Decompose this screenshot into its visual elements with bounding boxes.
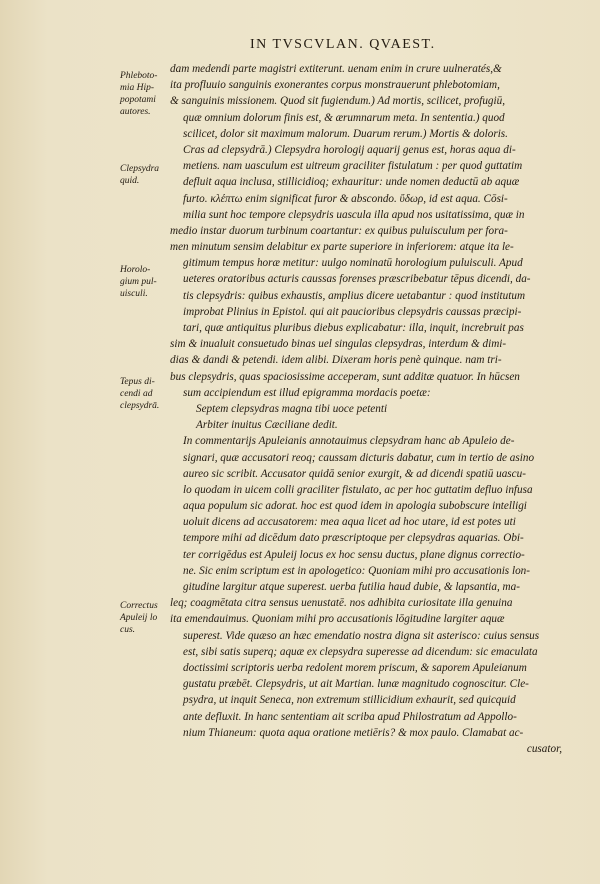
text-line: bus clepsydris, quas spaciosissime acceperam, sunt additæ quatuor. In hūcsen xyxy=(170,370,520,383)
margin-note-tempus: Tepus di- cendi ad clepsydrā. xyxy=(120,377,160,411)
text-line: aqua populum sic adorat. hoc est quod idem in apologia subobscure intelligi xyxy=(183,500,527,513)
body-text xyxy=(170,61,570,757)
margin-note-phlebotomia: Phleboto- mia Hip- popotami autores. xyxy=(120,71,158,117)
text-line: Arbiter inuitus Cæciliane dedit. xyxy=(196,419,338,432)
text-line: est, sibi satis superq; aquæ ex clepsydra superesse ad dicendum: sic emaculata xyxy=(183,645,538,658)
catchword: cusator, xyxy=(526,742,562,755)
text-line: In commentarijs Apuleianis annotauimus clepsydram hanc ab Apuleio de- xyxy=(183,435,515,448)
text-line: medio instar duorum turbinum coartantur: ex quibus puluisculum per fora- xyxy=(170,224,508,237)
text-line: leq; coagmētata citra sensus uenustatē. nos adhibita curiositate illa genuina xyxy=(170,597,513,610)
text-line: psydra, ut inquit Seneca, non extremum stillicidium exhaurit, sed quicquid xyxy=(183,694,516,707)
text-line: ita emendauimus. Quoniam mihi pro accusationis lōgitudine largiter aquæ xyxy=(170,613,505,626)
text-line: superest. Vide quæso an hæc emendatio nostra digna sit asterisco: cuius sensus xyxy=(183,629,540,642)
text-line: milia sunt hoc tempore clepsydris uascula illa apud nos usitatissima, quæ in xyxy=(183,208,525,221)
text-line: lo quodam in uicem colli graciliter fistulato, ac per hoc guttatim defluo infusa xyxy=(183,483,533,496)
text-line: gitimum tempus horæ metitur: uulgo nominatū horologium puluisculi. Apud xyxy=(183,257,523,270)
text-line: quæ omnium dolorum finis est, & ærumnarum meta. In sententia.) quod xyxy=(183,111,505,124)
text-line: Septem clepsydras magna tibi uoce petenti xyxy=(196,402,388,415)
text-line: Cras ad clepsydrā.) Clepsydra horologij aquarij genus est, horas aqua di- xyxy=(183,143,516,156)
text-line: aureo sic scribit. Accusator quidā senior exurgit, & ad dicendi spatiū uascu- xyxy=(183,467,526,480)
text-line: gustatu præbēt. Clepsydris, ut ait Martian. lunæ magnitudo cognoscitur. Cle- xyxy=(183,678,529,691)
text-line: men minutum sensim delabitur ex parte superiore in inferiorem: atque ita le- xyxy=(170,241,514,254)
text-line: sum accipiendum est illud epigramma mordacis poetæ: xyxy=(183,386,431,399)
text-line: dam medendi parte magistri extiterunt. uenam enim in crure uulneratés,& xyxy=(170,63,502,75)
text-line: nium Thianeum: quota aqua oratione metiēris? & mox paulo. Clamabat ac- xyxy=(183,726,524,739)
margin-note-clepsydra-quid: Clepsydra quid. xyxy=(120,164,160,186)
text-line: defluit aqua inclusa, stillicidioq; exhauritur: unde nomen deductū ab aquæ xyxy=(183,176,520,189)
margin-note-horologium: Horolo- gium pul- uisculi. xyxy=(120,265,157,299)
text-line: & sanguinis missionem. Quod sit fugiendum.) Ad mortis, scilicet, profugiū, xyxy=(170,95,506,108)
text-line: ante defluxit. In hanc sententiam ait scriba apud Philostratum ad Appollo- xyxy=(183,710,517,723)
text-line: improbat Plinius in Epistol. qui ait paucioribus clepsydris caussas præcipi- xyxy=(183,305,522,318)
text-line: tari, quæ antiquitus pluribus diebus explicabatur: illa, inquit, increbruit pas xyxy=(183,322,524,334)
text-line: scilicet, dolor sit maximum malorum. Duarum rerum.) Mortis & doloris. xyxy=(183,127,508,140)
text-line: metiens. nam uasculum est uitreum graciliter fistulatum : per quod guttatim xyxy=(183,160,523,173)
text-line: dias & dandi & petendi. idem alibi. Dixeram horis penè quinque. nam tri- xyxy=(170,354,502,367)
text-line: tempore mihi ad dicēdum dato præscriptoque per clepsydras aquarias. Obi- xyxy=(183,532,524,545)
text-line: ueteres oratoribus acturis caussas forenses præscribebatur tēpus dicendi, da- xyxy=(183,273,531,286)
running-head: IN TVSCVLAN. QVAEST. xyxy=(250,37,436,52)
text-line: tis clepsydris: quibus exhaustis, amplius dicere uetabantur : quod institutum xyxy=(183,289,526,302)
text-line: doctissimi scriptoris uerba redolent morem priscum, & saporem Apuleianum xyxy=(183,661,527,674)
text-line: furto. κλέπτω enim significat furor & abscondo. ὕδωρ, id est aqua. Cōsi- xyxy=(183,192,508,205)
margin-note-correctus: Correctus Apuleij lo cus. xyxy=(120,601,158,635)
text-line: gitudine largitur atque superest. uerba futilia haud dubie, & lapsantia, ma- xyxy=(183,581,520,593)
text-line: ter corrigēdus est Apuleij locus ex hoc sensu ductus, plane dignus correctio- xyxy=(183,548,525,561)
text-line: sim & inualuit consuetudo binas uel singulas clepsydras, interdum & dimi- xyxy=(170,338,507,351)
text-line: ne. Sic enim scriptum est in apologetico: Quoniam mihi pro accusationis lon- xyxy=(183,564,530,577)
text-line: uoluit dicens ad accusatorem: mea aqua licet ad hoc utare, id est potes uti xyxy=(183,516,516,529)
text-line: ita profluuio sanguinis exonerantes corpus monstrauerunt phlebotomiam, xyxy=(170,79,500,92)
text-line: signari, quæ accusatori reoq; caussam dicturis dabatur, cum in tertio de asino xyxy=(183,451,535,464)
